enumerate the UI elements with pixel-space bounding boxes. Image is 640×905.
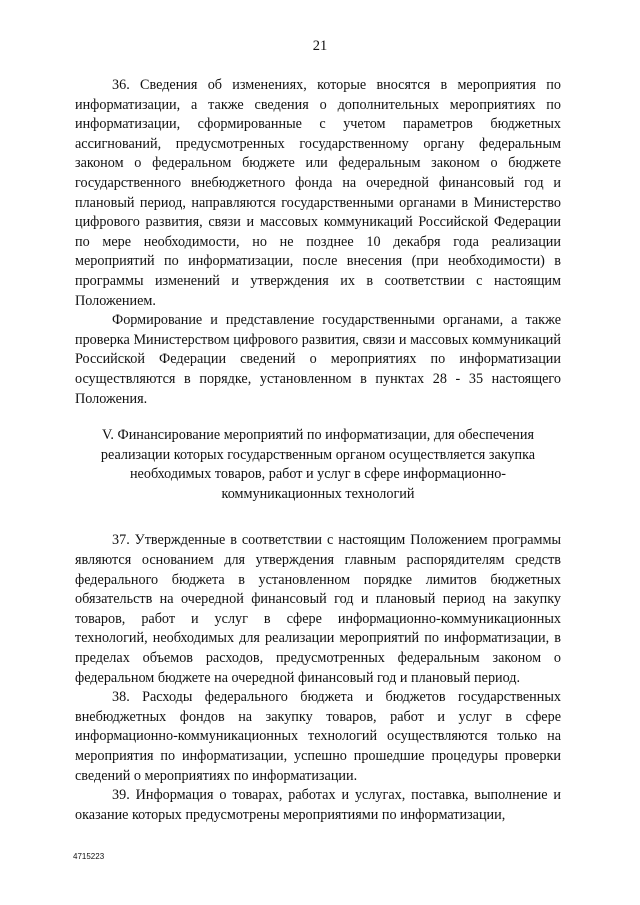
document-code: 4715223	[73, 852, 105, 861]
document-body	[75, 76, 561, 825]
paragraph-36-continued: Формирование и представление государственными органами, а также проверка Министерством цифрового развития, связи и массовых коммуникаций Российской Федерации сведений о мероприятиях по информатизации осуществляются в порядке, установленном в пунктах 28 - 35 настоящего Положения.	[75, 312, 561, 407]
paragraph-36: 36. Сведения об изменениях, которые вносятся в мероприятия по информатизации, а также сведения о дополнительных мероприятиях по информатизации, сформированные с учетом параметров бюджетных ассигнований, предусмотренных государственному органу федеральным законом о федеральном бюджете или федеральным законом о бюджете государственного внебюджетного фонда на очередной финансовый год и плановый период, направляются государственными органами в Министерство цифрового развития, связи и массовых коммуникаций Российской Федерации по мере необходимости, но не позднее 10 декабря года реализации мероприятий по информатизации, после внесения (при необходимости) в программы изменений и утверждения их в соответствии с настоящим Положением.	[75, 77, 561, 309]
section-heading-line: V. Финансирование мероприятий по информатизации, для обеспечения	[102, 427, 534, 444]
page-number: 21	[312, 38, 328, 54]
paragraph-39: 39. Информация о товарах, работах и услугах, поставка, выполнение и оказание которых предусмотрены мероприятиями по информатизации,	[75, 787, 561, 823]
section-heading-line: реализации которых государственным органом осуществляется закупка	[100, 446, 536, 463]
section-heading-line: необходимых товаров, работ и услуг в сфере информационно-	[129, 466, 507, 483]
paragraph-38: 38. Расходы федерального бюджета и бюджетов государственных внебюджетных фондов на закупку товаров, работ и услуг в сфере информационно-коммуникационных технологий осуществляются только на мероприятия по информатизации, успешно прошедшие процедуры проверки сведений о мероприятиях по информатизации.	[75, 689, 561, 784]
section-heading	[75, 426, 561, 504]
paragraph-37: 37. Утвержденные в соответствии с настоящим Положением программы являются основанием для утверждения главным распорядителям средств федерального бюджета в установленном порядке лимитов бюджетных обязательств на очередной финансовый год и плановый период на закупку товаров, работ и услуг в сфере информационно-коммуникационных технологий, необходимых для реализации мероприятий по информатизации, в пределах объемов расходов, предусмотренных федеральным законом о федеральном бюджете на очередной финансовый год и плановый период.	[75, 532, 561, 686]
section-heading-line: коммуникационных технологий	[221, 485, 415, 502]
